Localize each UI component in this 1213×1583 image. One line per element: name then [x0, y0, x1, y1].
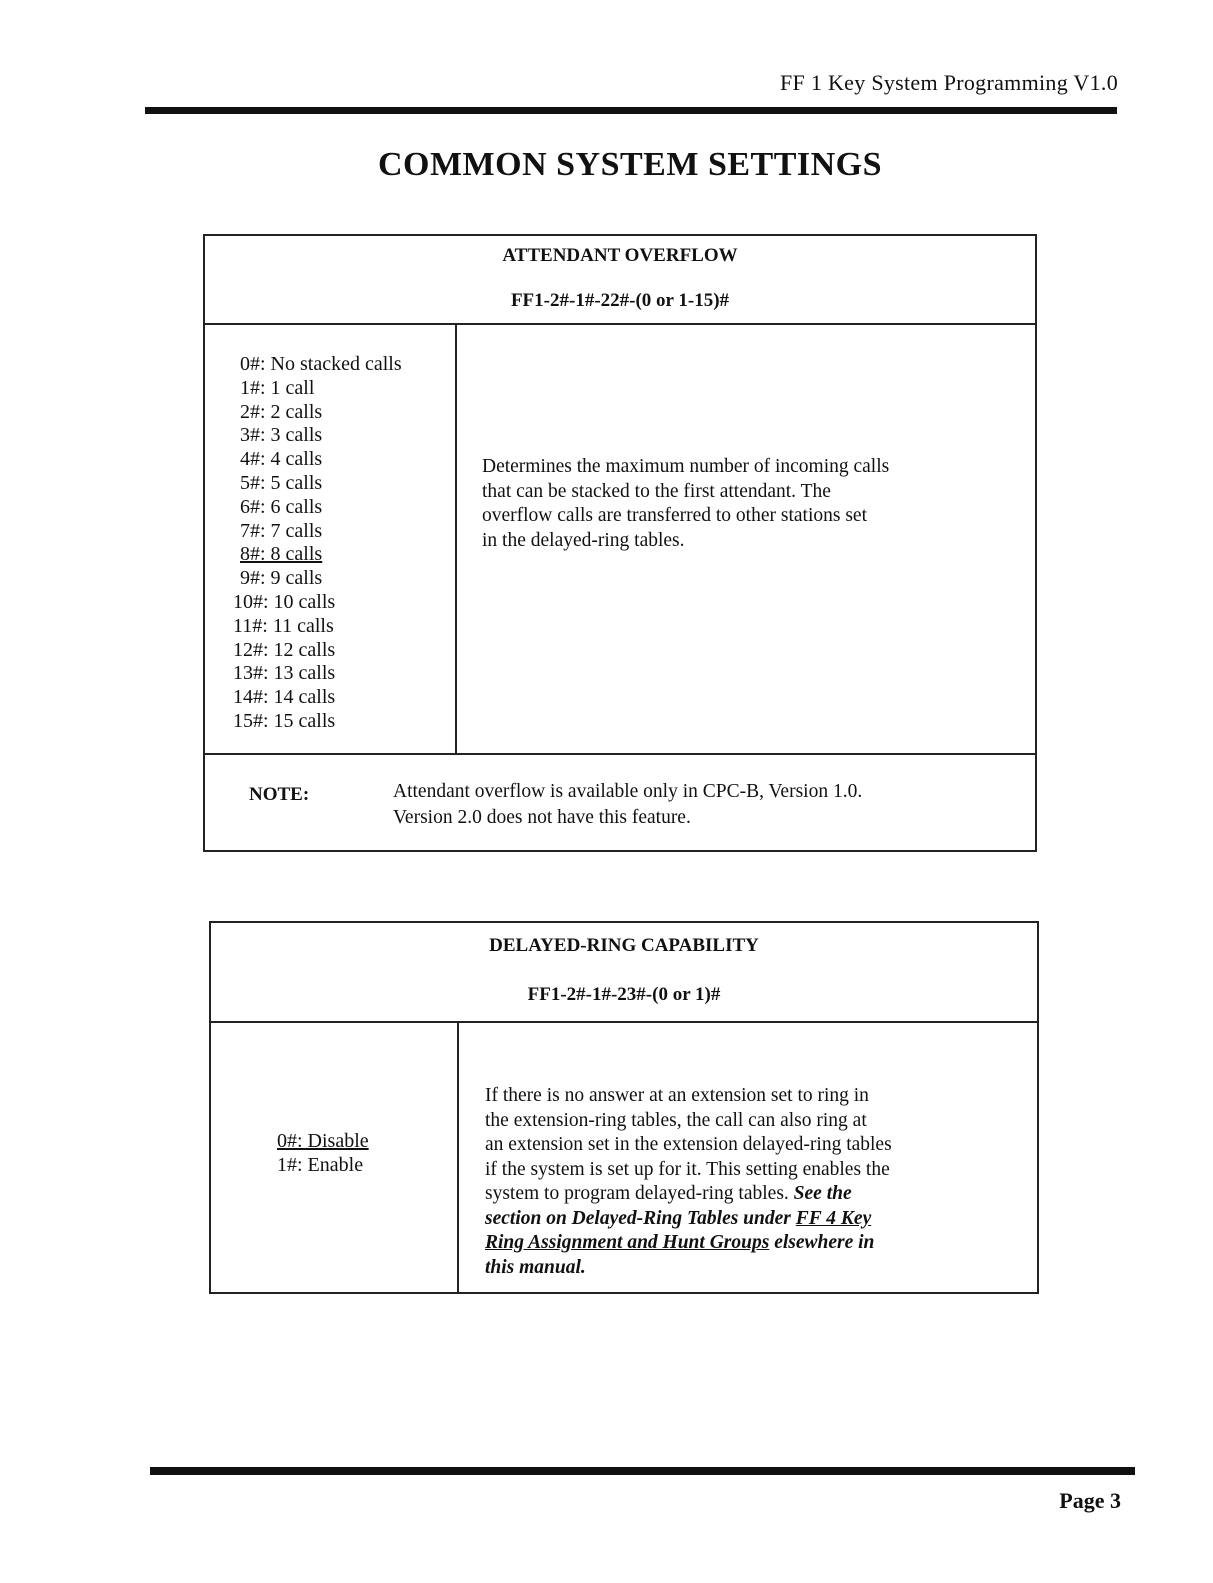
delayed-ring-code: FF1-2#-1#-23#-(0 or 1)# [527, 984, 721, 1005]
delayed-ring-header [211, 923, 1037, 1023]
option-item: 0#: No stacked calls [240, 353, 402, 375]
description-line: that can be stacked to the first attendant. The [482, 480, 831, 502]
description-line: if the system is set up for it. This setting enables the [485, 1158, 890, 1180]
option-item-default: 8#: 8 calls [240, 543, 323, 566]
option-item: 13#: 13 calls [233, 662, 336, 685]
option-item: 3#: 3 calls [240, 424, 323, 447]
note-line: Version 2.0 does not have this feature. [393, 807, 691, 828]
description-text: system to program delayed-ring tables. [485, 1183, 789, 1204]
description-line: in the delayed-ring tables. [482, 529, 685, 551]
note-line: Attendant overflow is available only in CPC-B, Version 1.0. [393, 781, 863, 802]
description-line: overflow calls are transferred to other stations set [482, 505, 867, 526]
option-item: 11#: 11 calls [233, 614, 334, 637]
see-also-suffix: elsewhere in [774, 1232, 875, 1253]
attendant-overflow-code: FF1-2#-1#-22#-(0 or 1-15)# [510, 290, 730, 311]
option-item: 1#: Enable [277, 1154, 364, 1176]
description-line: If there is no answer at an extension set to ring in [485, 1085, 869, 1106]
attendant-overflow-heading: ATTENDANT OVERFLOW [502, 245, 738, 266]
option-item: 6#: 6 calls [240, 495, 323, 518]
attendant-overflow-box [203, 234, 1037, 852]
note-text [393, 779, 862, 831]
option-item: 12#: 12 calls [233, 638, 336, 661]
attendant-overflow-description [482, 455, 889, 553]
option-item: 2#: 2 calls [240, 400, 323, 423]
option-item: 7#: 7 calls [240, 519, 323, 542]
attendant-overflow-note-divider [205, 753, 1035, 755]
delayed-ring-options [277, 1129, 369, 1177]
see-also-link[interactable]: Ring Assignment and Hunt Groups [485, 1232, 770, 1253]
footer-rule [150, 1467, 1135, 1475]
header-rule [145, 107, 1117, 114]
delayed-ring-description [485, 1084, 892, 1280]
description-line [485, 1231, 892, 1256]
description-line: Determines the maximum number of incoming calls [482, 456, 890, 477]
delayed-ring-heading: DELAYED-RING CAPABILITY [489, 935, 759, 956]
attendant-overflow-header [205, 236, 1035, 325]
delayed-ring-box [209, 921, 1039, 1294]
page-title: COMMON SYSTEM SETTINGS [377, 146, 883, 183]
option-item: 10#: 10 calls [233, 590, 336, 613]
option-item: 9#: 9 calls [240, 567, 323, 590]
description-line [485, 1207, 892, 1232]
page-number: Page 3 [1059, 1488, 1121, 1513]
description-line [485, 1182, 892, 1207]
option-item: 1#: 1 call [240, 376, 315, 399]
running-header: FF 1 Key System Programming V1.0 [780, 70, 1118, 95]
note-label: NOTE: [249, 784, 310, 805]
see-also-link[interactable]: FF 4 Key [795, 1207, 872, 1229]
option-item: 5#: 5 calls [240, 471, 323, 494]
attendant-overflow-options [233, 353, 402, 734]
description-line: the extension-ring tables, the call can also ring at [485, 1109, 867, 1131]
delayed-ring-column-divider [457, 1021, 459, 1294]
option-item-default: 0#: Disable [277, 1130, 369, 1152]
see-also-text: section on Delayed-Ring Tables under [485, 1207, 791, 1229]
see-also-end: this manual. [485, 1256, 586, 1278]
option-item: 15#: 15 calls [233, 709, 336, 732]
option-item: 14#: 14 calls [233, 686, 336, 709]
description-line: an extension set in the extension delayed-ring tables [485, 1134, 892, 1155]
description-line [485, 1256, 892, 1281]
see-also-prefix: See the [793, 1183, 852, 1204]
attendant-overflow-column-divider [455, 323, 457, 755]
option-item: 4#: 4 calls [240, 448, 323, 471]
